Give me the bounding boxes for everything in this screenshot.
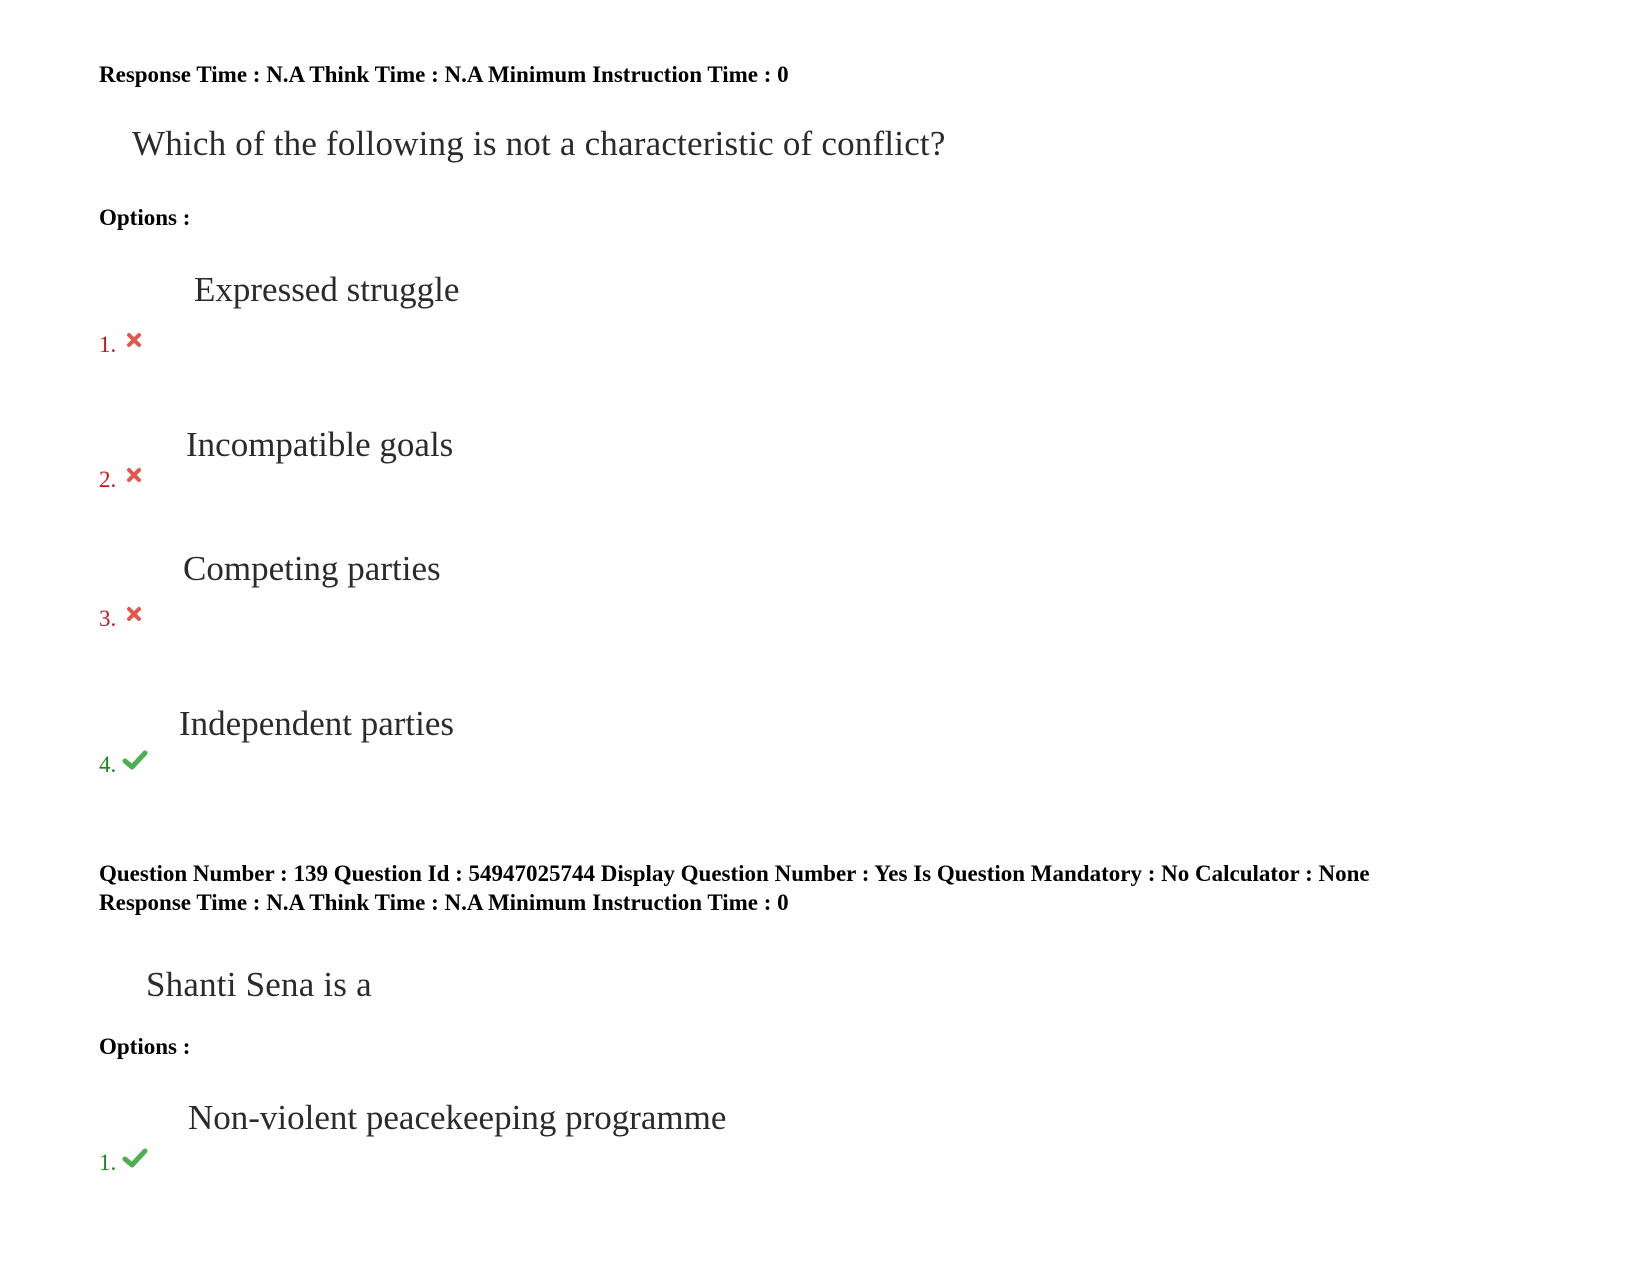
q1-option-2-text: Incompatible goals [186, 425, 454, 464]
q1-option-3-number: 3. [99, 606, 117, 631]
q1-options-label: Options : [99, 205, 191, 230]
q1-option-3-text: Competing parties [183, 549, 441, 588]
wrong-cross-icon [126, 332, 142, 353]
q1-question-text: Which of the following is not a characteristic of conflict? [132, 124, 946, 163]
q1-option-4-number: 4. [99, 752, 117, 777]
wrong-cross-icon [126, 467, 142, 488]
wrong-cross-icon [126, 606, 142, 627]
q1-meta: Response Time : N.A Think Time : N.A Minimum Instruction Time : 0 [99, 62, 789, 87]
q2-question-text: Shanti Sena is a [146, 965, 372, 1004]
q2-options-label: Options : [99, 1034, 191, 1059]
q1-option-4-text: Independent parties [179, 704, 455, 743]
q2-option-1-number: 1. [99, 1150, 117, 1175]
q1-option-1-number: 1. [99, 332, 117, 357]
correct-check-icon [122, 1147, 148, 1174]
q2-option-1-text: Non-violent peacekeeping programme [188, 1098, 727, 1137]
q1-option-2-number: 2. [99, 467, 117, 492]
q1-option-1-text: Expressed struggle [194, 270, 460, 309]
q2-meta-line-2: Response Time : N.A Think Time : N.A Minimum Instruction Time : 0 [99, 890, 789, 915]
correct-check-icon [122, 749, 148, 776]
q2-meta-line-1: Question Number : 139 Question Id : 54947025744 Display Question Number : Yes Is Question Mandatory : No Calculator : None [99, 861, 1370, 886]
